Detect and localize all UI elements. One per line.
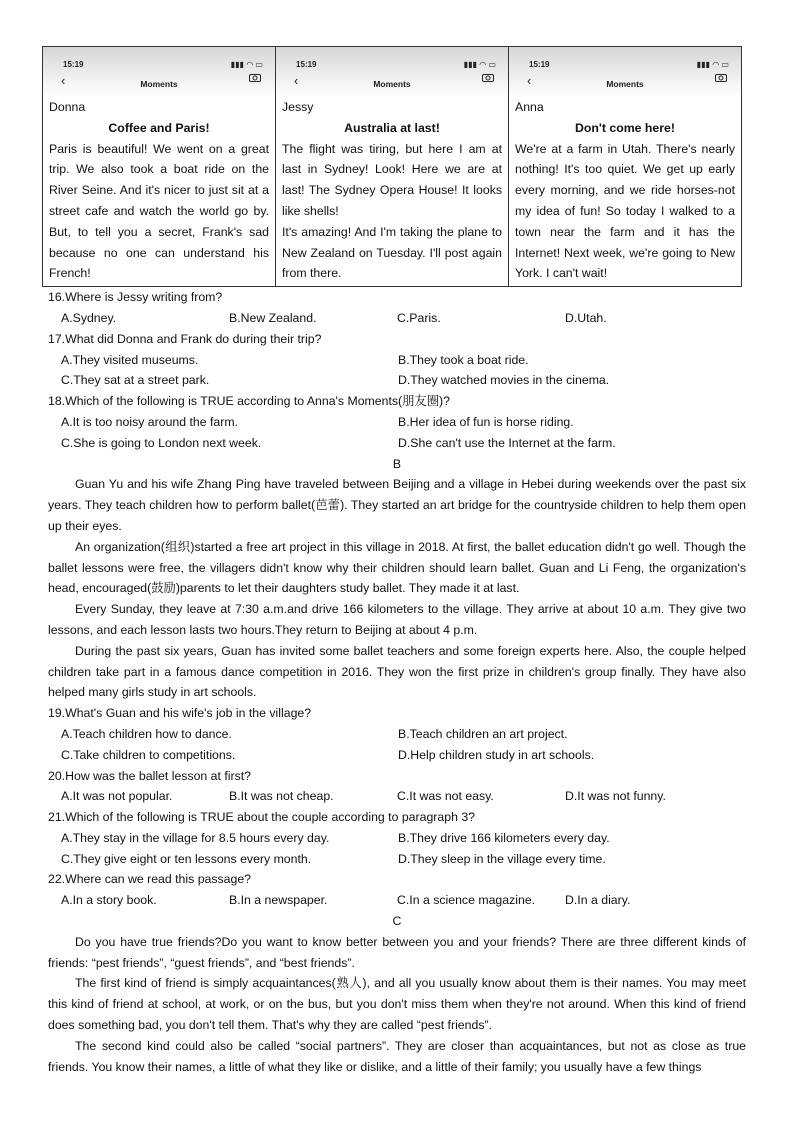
- section-b-heading: B: [392, 456, 402, 471]
- passage-b-paragraph: During the past six years, Guan has invited some ballet teachers and some foreign experts here. Also, the couple helped children take part in a famous dance competition in 2016. They won the first prize in children's group finally. They have also helped many girls study in art schools.: [48, 643, 746, 700]
- options-18: [48, 412, 746, 433]
- exam-page: [48, 46, 746, 1077]
- option-d[interactable]: D.She can't use the Internet at the farm.: [398, 435, 616, 450]
- option-c[interactable]: C.It was not easy.: [397, 789, 494, 804]
- option-a[interactable]: A.In a story book.: [61, 893, 157, 908]
- option-c[interactable]: C.Paris.: [397, 310, 441, 325]
- moment-author: Jessy: [282, 100, 314, 114]
- option-b[interactable]: B.Teach children an art project.: [398, 726, 568, 741]
- options-20: [48, 786, 746, 807]
- options-19-cd: [48, 745, 746, 766]
- passage-c-paragraph: The first kind of friend is simply acquaintances(熟人), and all you usually know about them is their names. You may meet this kind of friend at school, at work, or on the bus, but you don't miss them when they're not around. When this kind of friend does something bad, you don't tell them. That's why they are called “pest friends”.: [48, 976, 746, 1033]
- phone-time: 15:19: [63, 60, 84, 69]
- phone-title: Moments: [140, 79, 178, 89]
- question-19: 19.What's Guan and his wife's job in the village?: [48, 706, 312, 721]
- options-17: [48, 350, 746, 371]
- options-21-cd: [48, 849, 746, 870]
- questions-a: [48, 287, 746, 1077]
- question-18: 18.Which of the following is TRUE according to Anna's Moments(朋友圈)?: [48, 394, 450, 409]
- option-a[interactable]: A.It was not popular.: [61, 789, 173, 804]
- question-21: 21.Which of the following is TRUE about the couple according to paragraph 3?: [48, 810, 476, 825]
- moment-text: We're at a farm in Utah. There's nearly nothing! It's too quiet. We get up early every morning, and we ride horses-not my idea of fun! So today I walked to a town near the farm and it has the Internet! Next week, we're going to New York. I can't wait!: [515, 141, 735, 281]
- moment-author: Anna: [515, 100, 544, 114]
- passage-b-paragraph: Guan Yu and his wife Zhang Ping have traveled between Beijing and a village in Hebei during weekends over the past six years. They teach children how to perform ballet(芭蕾). They started an art bridge for the countryside children to help them open up their eyes.: [48, 477, 746, 533]
- moment-text-2: It's amazing! And I'm taking the plane to New Zealand on Tuesday. I'll post again from there.: [282, 224, 502, 281]
- moments-table: [42, 46, 742, 287]
- camera-icon: [249, 73, 261, 82]
- back-arrow-icon: ‹: [294, 73, 299, 88]
- phone-title: Moments: [373, 79, 411, 89]
- option-c[interactable]: C.She is going to London next week.: [61, 435, 262, 450]
- option-c[interactable]: C.In a science magazine.: [397, 893, 536, 908]
- option-c[interactable]: C.Take children to competitions.: [61, 747, 236, 762]
- camera-icon: [715, 73, 727, 82]
- question-22: 22.Where can we read this passage?: [48, 872, 252, 887]
- back-arrow-icon: ‹: [61, 73, 66, 88]
- option-b[interactable]: B.New Zealand.: [229, 310, 317, 325]
- moment-card-anna: [509, 47, 742, 287]
- signal-wifi-battery-icon: ▮▮▮ ◠ ▭: [463, 60, 496, 69]
- signal-wifi-battery-icon: ▮▮▮ ◠ ▭: [230, 60, 263, 69]
- options-21: [48, 828, 746, 849]
- moment-card-donna: [43, 47, 276, 287]
- moment-text: The flight was tiring, but here I am at last in Sydney! Look! Here we are at last! The Sydney Opera House! It looks like shells!: [282, 141, 502, 218]
- option-a[interactable]: A.They visited museums.: [61, 352, 199, 367]
- option-d[interactable]: D.They watched movies in the cinema.: [398, 373, 610, 388]
- option-b[interactable]: B.It was not cheap.: [229, 789, 334, 804]
- option-d[interactable]: D.Help children study in art schools.: [398, 747, 595, 762]
- moment-card-jessy: [276, 47, 509, 287]
- phone-title: Moments: [606, 79, 644, 89]
- option-d[interactable]: D.In a diary.: [565, 893, 631, 908]
- phone-status-bar: [43, 47, 275, 97]
- options-16: [48, 308, 746, 329]
- section-c-heading: C: [392, 914, 402, 929]
- option-b[interactable]: B.In a newspaper.: [229, 893, 328, 908]
- moment-title: Australia at last!: [344, 120, 440, 135]
- options-17-cd: [48, 370, 746, 391]
- question-17: 17.What did Donna and Frank do during their trip?: [48, 331, 322, 346]
- option-a[interactable]: A.Teach children how to dance.: [61, 726, 232, 741]
- phone-status-bar: [276, 47, 508, 97]
- options-22: [48, 890, 746, 911]
- option-d[interactable]: D.They sleep in the village every time.: [398, 851, 606, 866]
- phone-status-bar: [509, 47, 741, 97]
- moment-text: Paris is beautiful! We went on a great trip. We also took a boat ride on the River Seine. And it's nicer to just sit at a street cafe and watch the world go by. But, to tell you a secret, Frank's sad because no one can understand his French!: [49, 141, 269, 281]
- phone-time: 15:19: [296, 60, 317, 69]
- passage-c-paragraph: The second kind could also be called “social partners”. They are closer than acquaintances, but not as close as true friends. You know their names, a little of what they like or dislike, and a little of their family; you usually have a few things: [48, 1038, 746, 1074]
- back-arrow-icon: ‹: [527, 73, 532, 88]
- passage-b-paragraph: Every Sunday, they leave at 7:30 a.m.and drive 166 kilometers to the village. They arrive at about 10 a.m. They give two lessons, and each lesson lasts two hours.They return to Beijing at about 4 p.m.: [48, 602, 746, 637]
- signal-wifi-battery-icon: ▮▮▮ ◠ ▭: [696, 60, 729, 69]
- moment-title: Don't come here!: [575, 120, 675, 135]
- phone-time: 15:19: [529, 60, 550, 69]
- option-b[interactable]: B.They took a boat ride.: [398, 352, 529, 367]
- option-d[interactable]: D.It was not funny.: [565, 789, 666, 804]
- options-18-cd: [48, 433, 746, 454]
- option-b[interactable]: B.Her idea of fun is horse riding.: [398, 414, 574, 429]
- option-c[interactable]: C.They sat at a street park.: [61, 373, 210, 388]
- option-b[interactable]: B.They drive 166 kilometers every day.: [398, 830, 610, 845]
- question-20: 20.How was the ballet lesson at first?: [48, 768, 252, 783]
- option-d[interactable]: D.Utah.: [565, 310, 607, 325]
- option-a[interactable]: A.They stay in the village for 8.5 hours every day.: [61, 830, 330, 845]
- options-19: [48, 724, 746, 745]
- passage-c-paragraph: Do you have true friends?Do you want to know better between you and your friends? There are three different kinds of friends: “pest friends”, “guest friends”, and “best friends”.: [48, 934, 746, 970]
- moment-title: Coffee and Paris!: [108, 120, 210, 135]
- moment-author: Donna: [49, 100, 86, 114]
- passage-b-paragraph: An organization(组织)started a free art project in this village in 2018. At first, the ballet education didn't go well. Though the ballet lessons were free, the villagers didn't know why their children should learn ballet. Guan and Li Feng, the organization's head, encouraged(鼓励)parents to let their daughters study ballet. They made it at last.: [48, 539, 746, 596]
- option-a[interactable]: A.Sydney.: [61, 310, 117, 325]
- option-c[interactable]: C.They give eight or ten lessons every month.: [61, 851, 312, 866]
- option-a[interactable]: A.It is too noisy around the farm.: [61, 414, 239, 429]
- camera-icon: [482, 73, 494, 82]
- question-16: 16.Where is Jessy writing from?: [48, 290, 223, 305]
